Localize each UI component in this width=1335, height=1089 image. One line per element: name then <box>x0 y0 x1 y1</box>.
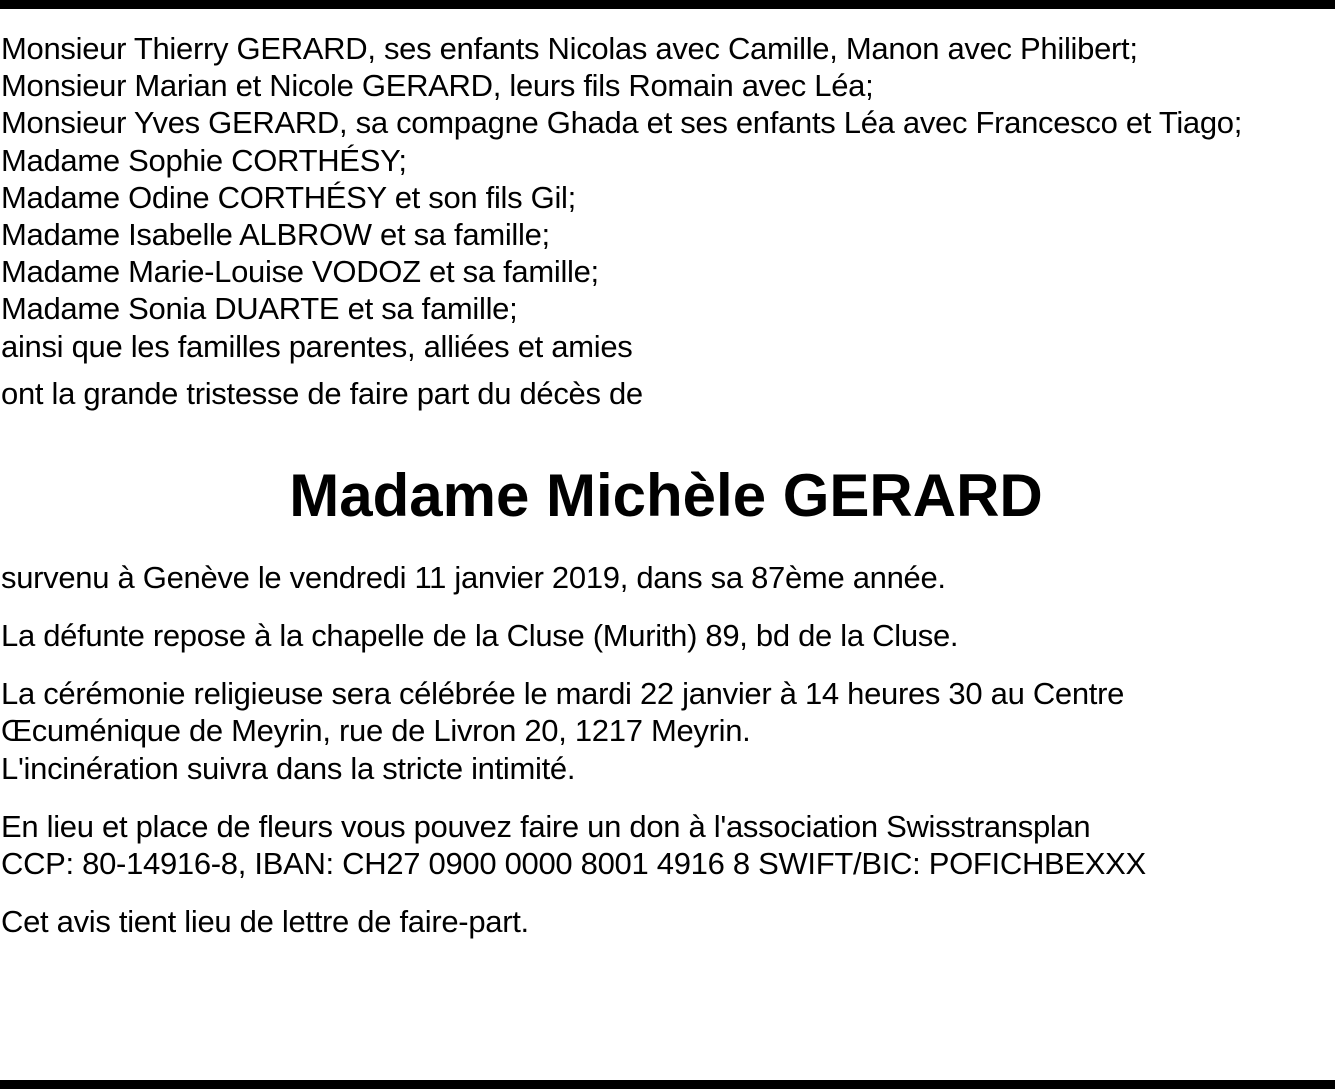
family-line: Madame Marie-Louise VODOZ et sa famille; <box>1 254 599 290</box>
ceremony-line: La cérémonie religieuse sera célébrée le mardi 22 janvier à 14 heures 30 au Centre <box>1 676 1125 712</box>
donation-info <box>1 808 1331 882</box>
top-border-rule <box>0 0 1335 9</box>
family-line: Madame Sophie CORTHÉSY; <box>1 142 407 178</box>
obituary-notice <box>1 30 1331 940</box>
bottom-border-rule <box>0 1080 1335 1089</box>
family-line: Madame Isabelle ALBROW et sa famille; <box>1 216 550 252</box>
closing-note: Cet avis tient lieu de lettre de faire-part. <box>1 904 529 940</box>
announcement-text: ont la grande tristesse de faire part du décès de <box>1 375 643 411</box>
repose-info: La défunte repose à la chapelle de la Cluse (Murith) 89, bd de la Cluse. <box>1 618 959 654</box>
family-line: Madame Sonia DUARTE et sa famille; <box>1 291 518 327</box>
ceremony-line: Œcuménique de Meyrin, rue de Livron 20, 1217 Meyrin. <box>1 713 751 749</box>
ceremony-line: L'incinération suivra dans la stricte intimité. <box>1 750 576 786</box>
death-info: survenu à Genève le vendredi 11 janvier 2019, dans sa 87ème année. <box>1 559 946 595</box>
family-line: Madame Odine CORTHÉSY et son fils Gil; <box>1 179 576 215</box>
family-line: Monsieur Yves GERARD, sa compagne Ghada et ses enfants Léa avec Francesco et Tiago; <box>1 105 1243 141</box>
donation-line: CCP: 80-14916-8, IBAN: CH27 0900 0000 8001 4916 8 SWIFT/BIC: POFICHBEXXX <box>1 846 1146 881</box>
donation-line: En lieu et place de fleurs vous pouvez faire un don à l'association Swisstransplan <box>1 808 1091 844</box>
deceased-name: Madame Michèle GERARD <box>289 461 1043 529</box>
family-line: Monsieur Thierry GERARD, ses enfants Nicolas avec Camille, Manon avec Philibert; <box>1 31 1138 66</box>
ceremony-info <box>1 675 1331 787</box>
family-list <box>1 30 1331 365</box>
family-line: ainsi que les familles parentes, alliées et amies <box>1 328 633 364</box>
family-line: Monsieur Marian et Nicole GERARD, leurs fils Romain avec Léa; <box>1 68 874 104</box>
